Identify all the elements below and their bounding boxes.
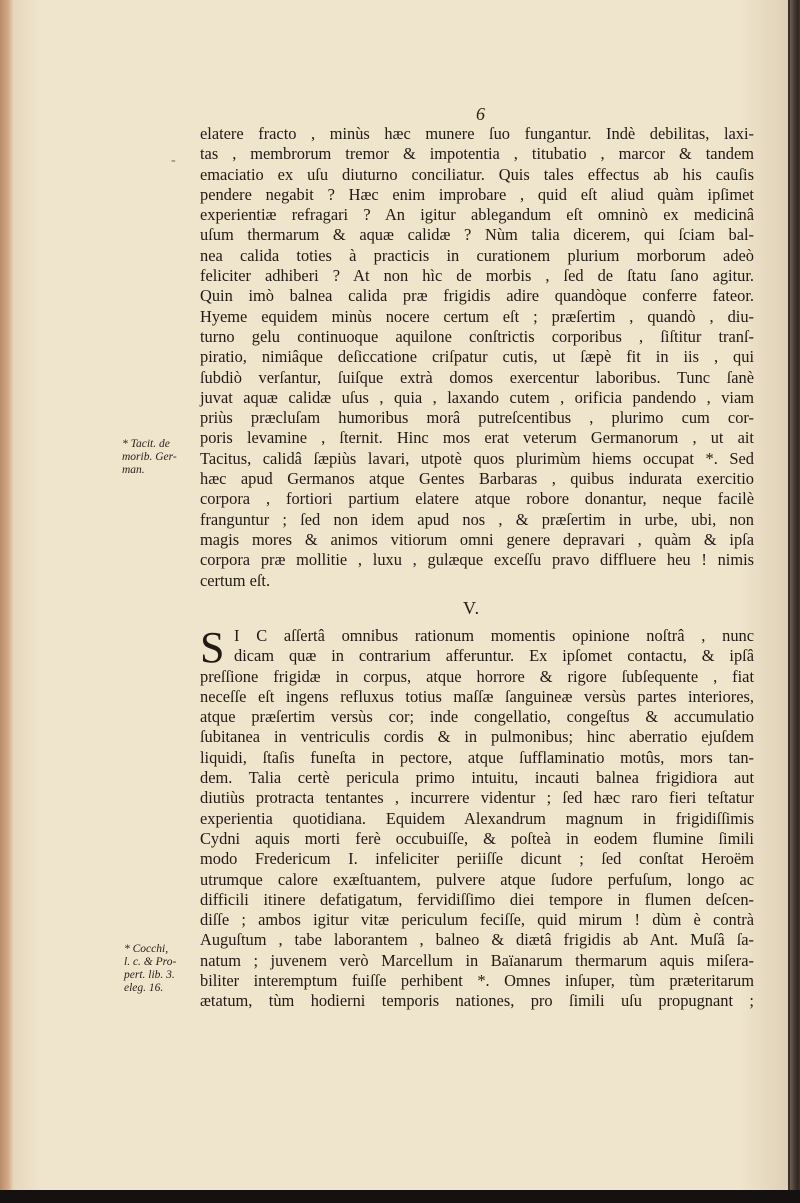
text-line: atque præſertim versùs cor; inde congellatio, congeſtus & accumulatio: [200, 707, 754, 727]
text-line: ſubitanea in ventriculis cordis & in pulmonibus; hinc aberratio ejuſdem: [200, 727, 754, 747]
text-line: uſum thermarum & aquæ calidæ ? Nùm talia dicerem, qui ſciam bal-: [200, 225, 754, 245]
text-line: poris levamine , ſternit. Hinc mos erat veterum Germanorum , ut ait: [200, 428, 754, 448]
text-line: pendere negabit ? Hæc enim improbare , quid eſt aliud quàm ipſimet: [200, 184, 754, 204]
note-line: eleg. 16.: [124, 982, 164, 994]
text-line: biliter interemptum fuiſſe perhibent *. Omnes inſuper, tùm præteritarum: [200, 971, 754, 991]
page-edge: [0, 0, 14, 1190]
paragraph-1: [200, 124, 754, 591]
text-line: Hyeme equidem minùs nocere certum eſt ; præſertim , quandò , diu-: [200, 306, 754, 326]
text-line: magis mores & animos vitiorum omni genere depravari , quàm & ipſa: [200, 529, 754, 549]
text-line: dem. Talia certè pericula primo intuitu, incauti balnea frigidiora aut: [200, 768, 754, 788]
text-line: experientia quotidiana. Equidem Alexandrum magnum in frigidiſſimis: [200, 808, 754, 828]
text-line: corpora , fortiori partium elatere atque robore donantur, neque facilè: [200, 489, 754, 509]
text-line: Cydni aquis morti ferè occubuiſſe, & poſteà in eodem flumine ſimili: [200, 828, 754, 848]
page-number: 6: [476, 104, 485, 124]
note-line: morib. Ger-: [122, 451, 177, 463]
text-line: natum ; juvenem verò Marcellum in Baïanarum thermarum aquis miſera-: [200, 950, 754, 970]
text-line: diutiùs protracta tentantes , incurrere videntur ; ſed hæc raro fieri teſtatur: [200, 788, 754, 808]
text-line: ſubdiò verſantur, ſuiſque extrà domos exercentur laboribus. Tunc ſanè: [200, 367, 754, 387]
margin-note-tacitus: [122, 438, 198, 477]
note-line: l. c. & Pro-: [124, 956, 177, 968]
text-line: nea calida toties à practicis in curationem plurium morborum adeò: [200, 245, 754, 265]
text-line: Auguſtum , tabe laborantem , balneo & diætâ frigidis ab Ant. Muſâ ſa-: [200, 930, 754, 950]
text-line: Tacitus, calidâ ſæpiùs lavari, utpotè quos plurimùm hiems occupat *. Sed: [200, 448, 754, 468]
note-line: * Tacit. de: [122, 438, 170, 450]
note-line: pert. lib. 3.: [124, 969, 175, 981]
text-line: modo Fredericum I. infeliciter periiſſe dicunt ; ſed conſtat Heroëm: [200, 849, 754, 869]
margin-mark: -: [171, 153, 176, 168]
paragraph-2: [200, 623, 754, 1012]
text-line: feliciter adhiberi ? At non hìc de morbis , ſed de ſtatu ſano agitur.: [200, 266, 754, 286]
text-line: franguntur ; ſed non idem apud nos , & præſertim in urbe, ubi, non: [200, 509, 754, 529]
text-line: dicam quæ in contrarium afferuntur. Ex ipſomet contactu, & ipſâ: [234, 646, 754, 666]
note-line: * Cocchi,: [124, 943, 169, 955]
margin-note-cocchi: [124, 943, 200, 995]
text-line: neceſſe eſt ingens refluxus totius maſſæ ſanguineæ versùs partes interiores,: [200, 686, 754, 706]
text-line: piratio, nimiâque deſiccatione criſpatur cutis, ut ſæpè fit in iis , qui: [200, 347, 754, 367]
text-line: I C aſſertâ omnibus rationum momentis opinione noſtrâ , nunc: [234, 626, 754, 645]
text-line: ætatum, tùm hodierni temporis nationes, pro ſimili uſu propugnant ;: [200, 991, 754, 1011]
text-line: juvat aquæ calidæ uſus , quia , laxando cutem , orificia pandendo , viam: [200, 387, 754, 407]
text-line: Quin imò balnea calida præ frigidis adire quandòque conferre fateor.: [200, 286, 754, 306]
note-line: man.: [122, 464, 145, 476]
text-line: utrumque calore exæſtuantem, pulvere atque ſudore perfuſum, longo ac: [200, 869, 754, 889]
text-line: diſſe ; ambos igitur vitæ periculum feciſſe, quid mirum ! dùm è contrà: [200, 910, 754, 930]
text-line: preſſione frigidæ in corpus, atque horrore & rigore ſubſequente , fiat: [200, 666, 754, 686]
drop-capital: S: [200, 623, 225, 672]
text-line: emaciatio ex uſu diuturno conciliatur. Quis tales effectus ab his cauſis: [200, 164, 754, 184]
book-edge-shadow: [788, 0, 800, 1190]
text-line: elatere fracto , minùs hæc munere ſuo fungantur. Indè debilitas, laxi-: [200, 124, 754, 143]
text-line: tas , membrorum tremor & impotentia , titubatio , marcor & tandem: [200, 144, 754, 164]
section-heading: V.: [463, 598, 481, 618]
text-line: experientiæ refragari ? An igitur ablegandum eſt omninò ex medicinâ: [200, 205, 754, 225]
text-line: hæc apud Germanos atque Gentes Barbaras , quibus indurata exercitio: [200, 469, 754, 489]
text-line: turno gelu continuoque aquilone conſtrictis corporibus , ſiſtitur tranſ-: [200, 326, 754, 346]
text-line: difficili itinere defatigatum, fervidiſſimo diei tempore in flumen deſcen-: [200, 889, 754, 909]
text-line: liquidi, ſtaſis funeſta in pectore, atque ſufflaminatio motûs, mors tan-: [200, 747, 754, 767]
dropcap-wrapper: [200, 623, 754, 672]
text-line: priùs præcluſam humoribus morâ putreſcentibus , plurimo cum cor-: [200, 408, 754, 428]
text-line: corpora præ mollitie , luxu , gulæque exceſſu pravo diffluere heu ! nimis: [200, 550, 754, 570]
scan-background: [0, 1190, 800, 1203]
text-line: certum eſt.: [200, 570, 271, 590]
